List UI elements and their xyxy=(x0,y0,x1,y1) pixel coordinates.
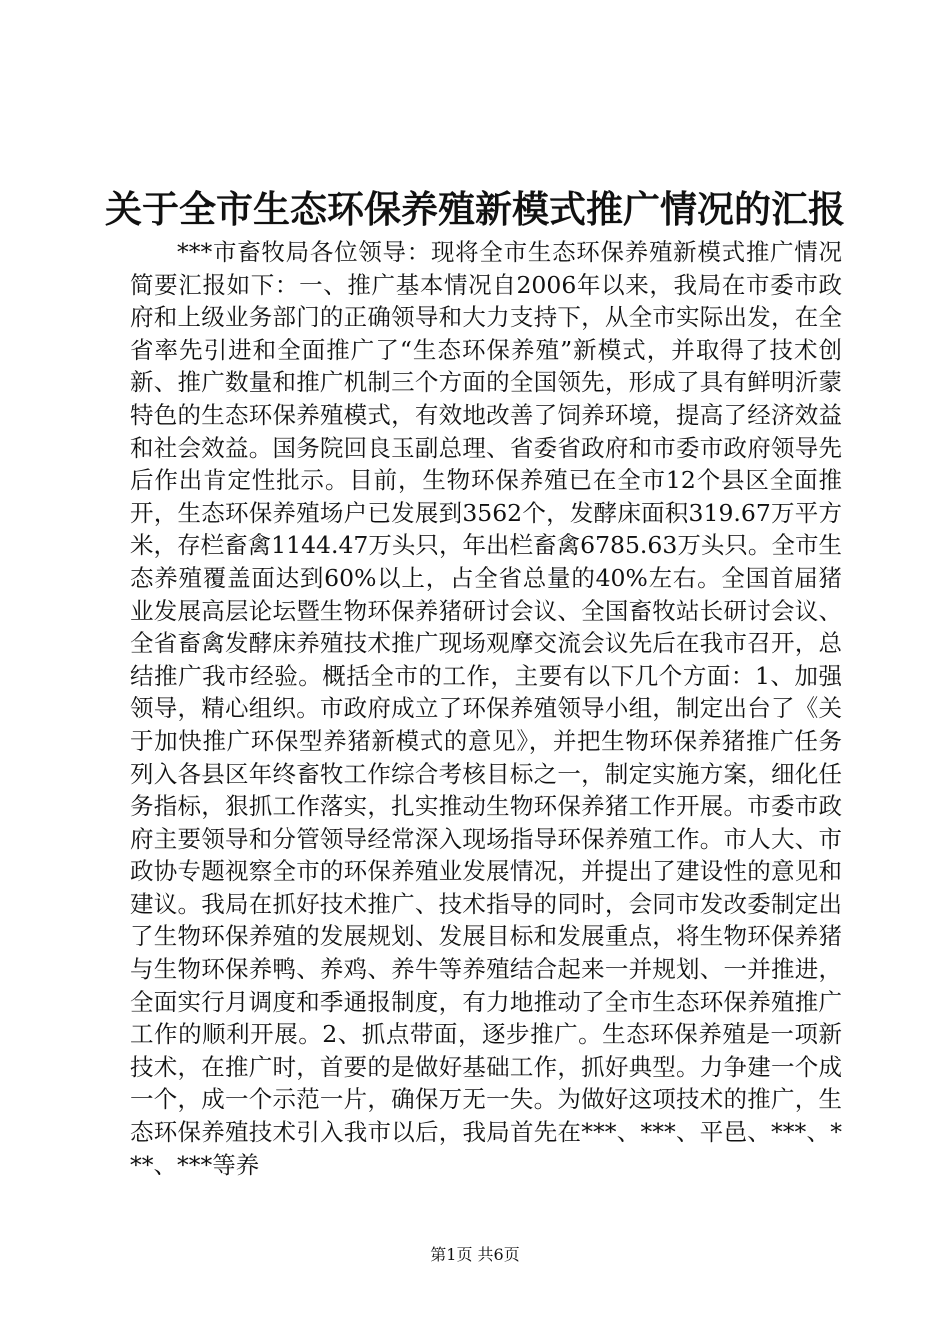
document-title: 关于全市生态环保养殖新模式推广情况的汇报 xyxy=(105,187,845,231)
page-number-footer: 第1页 共6页 xyxy=(430,1245,520,1264)
document-body: ***市畜牧局各位领导：现将全市生态环保养殖新模式推广情况简要汇报如下：一、推广基本情况自2006年以来，我局在市委市政府和上级业务部门的正确领导和大力支持下，从全市实际出发，在全省率先引进和全面推广了“生态环保养殖”新模式，并取得了技术创新、推广数量和推广机制三个方面的全国领先，形成了具有鲜明沂蒙特色的生态环保养殖模式，有效地改善了饲养环境，提高了经济效益和社会效益。国务院回良玉副总理、省委省政府和市委市政府领导先后作出肯定性批示。目前，生物环保养殖已在全市12个县区全面推开，生态环保养殖场户已发展到3562个，发酵床面积319.67万平方米，存栏畜禽1144.47万头只，年出栏畜禽6785.63万头只。全市生态养殖覆盖面达到60%以上，占全省总量的40%左右。全国首届猪业发展高层论坛暨生物环保养猪研讨会议、全国畜牧站长研讨会议、全省畜禽发酵床养殖技术推广现场观摩交流会议先后在我市召开，总结推广我市经验。概括全市的工作，主要有以下几个方面：1、加强领导，精心组织。市政府成立了环保养殖领导小组，制定出台了《关于加快推广环保型养猪新模式的意见》，并把生物环保养猪推广任务列入各县区年终畜牧工作综合考核目标之一，制定实施方案，细化任务指标，狠抓工作落实，扎实推动生物环保养猪工作开展。市委市政府主要领导和分管领导经常深入现场指导环保养殖工作。市人大、市政协专题视察全市的环保养殖业发展情况，并提出了建设性的意见和建议。我局在抓好技术推广、技术指导的同时，会同市发改委制定出了生物环保养殖的发展规划、发展目标和发展重点，将生物环保养猪与生物环保养鸭、养鸡、养牛等养殖结合起来一并规划、一并推进，全面实行月调度和季通报制度，有力地推动了全市生态环保养殖推广工作的顺利开展。2、抓点带面，逐步推广。生态环保养殖是一项新技术，在推广时，首要的是做好基础工作，抓好典型。力争建一个成一个，成一个示范一片，确保万无一失。为做好这项技术的推广，生态环保养殖技术引入我市以后，我局首先在***、***、平邑、***、***、***等养 xyxy=(130,238,842,1179)
